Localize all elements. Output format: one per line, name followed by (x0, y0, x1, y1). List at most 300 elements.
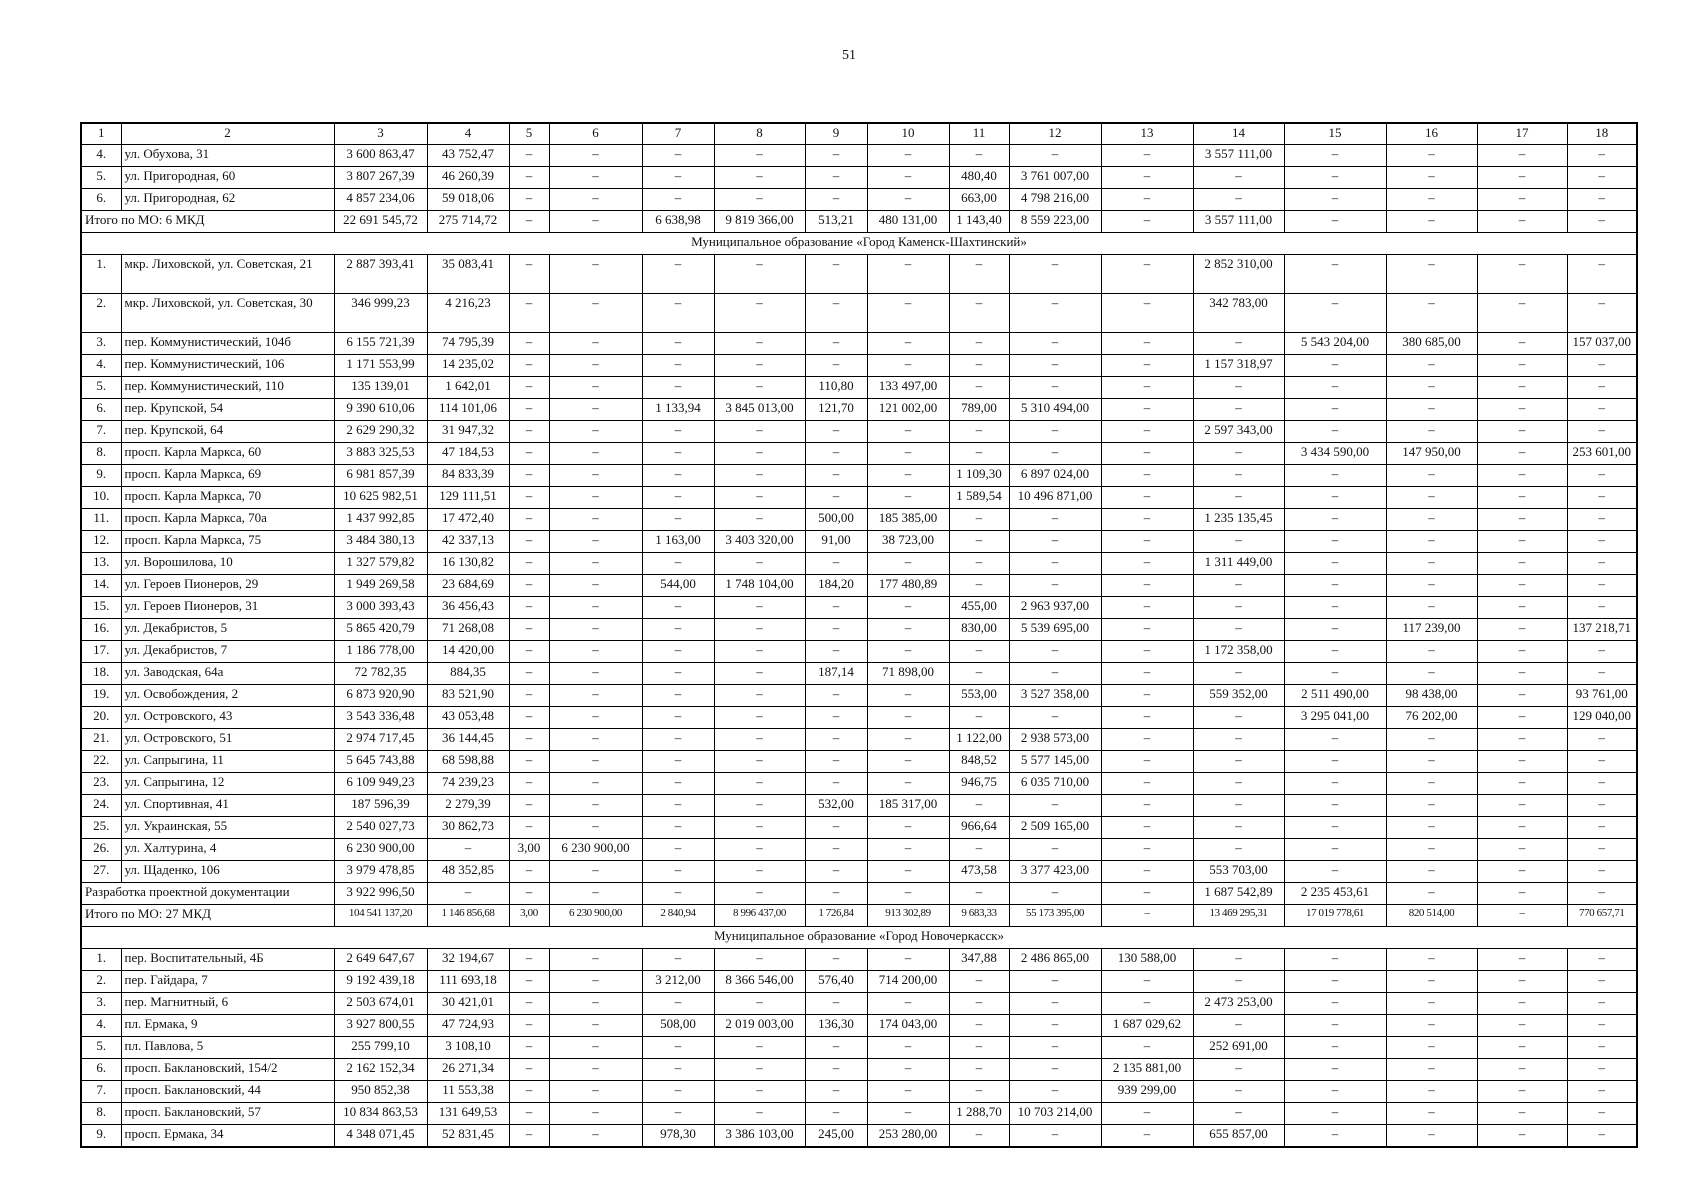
value-cell: 137 218,71 (1567, 619, 1637, 641)
value-cell: – (1477, 663, 1567, 685)
value-cell: – (1477, 377, 1567, 399)
value-cell: – (1101, 255, 1193, 294)
value-cell: – (642, 294, 714, 333)
value-cell: – (509, 971, 549, 993)
value-cell: – (1477, 773, 1567, 795)
value-cell: – (1101, 685, 1193, 707)
value-cell: – (867, 294, 949, 333)
value-cell: 121,70 (805, 399, 867, 421)
total-value-cell: 1 726,84 (805, 905, 867, 927)
value-cell: – (1477, 949, 1567, 971)
value-cell: – (1193, 1103, 1284, 1125)
value-cell: – (1009, 971, 1101, 993)
value-cell: 245,00 (805, 1125, 867, 1148)
value-cell: – (509, 861, 549, 883)
value-cell: 789,00 (949, 399, 1009, 421)
value-cell: – (642, 443, 714, 465)
value-cell: – (1284, 597, 1386, 619)
column-number-cell: 12 (1009, 123, 1101, 145)
table-row (81, 294, 1637, 333)
table-row (81, 597, 1637, 619)
value-cell: 6 981 857,39 (334, 465, 427, 487)
value-cell: 5 865 420,79 (334, 619, 427, 641)
value-cell: – (1477, 294, 1567, 333)
value-cell: – (642, 167, 714, 189)
value-cell: – (1567, 355, 1637, 377)
section-title: Муниципальное образование «Город Новочеркасск» (81, 927, 1637, 949)
table-row (81, 487, 1637, 509)
value-cell: – (1477, 189, 1567, 211)
value-cell: 2 597 343,00 (1193, 421, 1284, 443)
value-cell: – (949, 553, 1009, 575)
value-cell: – (509, 145, 549, 167)
value-cell: – (714, 167, 805, 189)
value-cell: – (1009, 993, 1101, 1015)
value-cell: – (1284, 773, 1386, 795)
row-address: ул. Освобождения, 2 (121, 685, 334, 707)
value-cell: – (867, 443, 949, 465)
value-cell: – (549, 1015, 642, 1037)
value-cell: – (714, 619, 805, 641)
value-cell: – (549, 531, 642, 553)
row-address: просп. Карла Маркса, 69 (121, 465, 334, 487)
value-cell: – (1567, 509, 1637, 531)
section-title: Муниципальное образование «Город Каменск-Шахтинский» (81, 233, 1637, 255)
value-cell: – (949, 509, 1009, 531)
value-cell: 3 377 423,00 (1009, 861, 1101, 883)
value-cell: – (1101, 619, 1193, 641)
value-cell: – (1386, 145, 1477, 167)
total-value-cell: – (549, 883, 642, 905)
value-cell: – (549, 1125, 642, 1148)
row-address: просп. Ермака, 34 (121, 1125, 334, 1148)
value-cell: – (1567, 487, 1637, 509)
value-cell: – (509, 487, 549, 509)
value-cell: – (867, 861, 949, 883)
value-cell: – (805, 1103, 867, 1125)
value-cell: – (867, 729, 949, 751)
value-cell: – (1386, 189, 1477, 211)
value-cell: – (867, 189, 949, 211)
value-cell: – (1009, 1037, 1101, 1059)
value-cell: – (714, 949, 805, 971)
table-row (81, 729, 1637, 751)
column-number-cell: 11 (949, 123, 1009, 145)
value-cell: – (1567, 729, 1637, 751)
value-cell: – (642, 421, 714, 443)
value-cell: – (949, 421, 1009, 443)
value-cell: 1 235 135,45 (1193, 509, 1284, 531)
value-cell: 3 108,10 (427, 1037, 509, 1059)
value-cell: – (1193, 795, 1284, 817)
value-cell: – (1101, 167, 1193, 189)
value-cell: 16 130,82 (427, 553, 509, 575)
value-cell: – (1101, 751, 1193, 773)
value-cell: – (1477, 575, 1567, 597)
value-cell: – (509, 1125, 549, 1148)
value-cell: – (949, 1037, 1009, 1059)
section-title-row (81, 927, 1637, 949)
value-cell: – (1284, 641, 1386, 663)
value-cell: 135 139,01 (334, 377, 427, 399)
total-value-cell: 2 840,94 (642, 905, 714, 927)
value-cell: 1 437 992,85 (334, 509, 427, 531)
value-cell: – (1101, 817, 1193, 839)
value-cell: – (949, 443, 1009, 465)
value-cell: – (949, 641, 1009, 663)
column-number-cell: 15 (1284, 123, 1386, 145)
value-cell: 23 684,69 (427, 575, 509, 597)
value-cell: 93 761,00 (1567, 685, 1637, 707)
value-cell: – (1567, 1015, 1637, 1037)
table-row (81, 971, 1637, 993)
row-number: 2. (81, 971, 121, 993)
value-cell: 4 857 234,06 (334, 189, 427, 211)
value-cell: 480,40 (949, 167, 1009, 189)
value-cell: – (714, 377, 805, 399)
value-cell: 1 157 318,97 (1193, 355, 1284, 377)
value-cell: – (867, 1081, 949, 1103)
value-cell: – (714, 795, 805, 817)
value-cell: 1 589,54 (949, 487, 1009, 509)
value-cell: – (1567, 993, 1637, 1015)
column-number-cell: 3 (334, 123, 427, 145)
table-row (81, 509, 1637, 531)
value-cell: – (1477, 993, 1567, 1015)
total-value-cell: – (1477, 883, 1567, 905)
value-cell: – (1009, 663, 1101, 685)
value-cell: – (805, 443, 867, 465)
value-cell: – (642, 1081, 714, 1103)
value-cell: – (805, 255, 867, 294)
value-cell: – (867, 839, 949, 861)
table-row (81, 993, 1637, 1015)
value-cell: 3,00 (509, 839, 549, 861)
row-number: 20. (81, 707, 121, 729)
value-cell: – (1193, 465, 1284, 487)
value-cell: 3 484 380,13 (334, 531, 427, 553)
value-cell: – (714, 333, 805, 355)
value-cell: 939 299,00 (1101, 1081, 1193, 1103)
value-cell: – (949, 795, 1009, 817)
value-cell: – (867, 993, 949, 1015)
value-cell: – (867, 1059, 949, 1081)
value-cell: – (509, 1103, 549, 1125)
row-address: ул. Обухова, 31 (121, 145, 334, 167)
value-cell: – (867, 751, 949, 773)
value-cell: – (1477, 333, 1567, 355)
value-cell: 174 043,00 (867, 1015, 949, 1037)
value-cell: – (867, 421, 949, 443)
value-cell: 3 527 358,00 (1009, 685, 1101, 707)
value-cell: – (1386, 641, 1477, 663)
value-cell: – (509, 685, 549, 707)
value-cell: – (1567, 971, 1637, 993)
value-cell: – (1101, 487, 1193, 509)
table-row (81, 255, 1637, 294)
value-cell: – (1567, 255, 1637, 294)
total-value-cell: 820 514,00 (1386, 905, 1477, 927)
value-cell: – (949, 294, 1009, 333)
row-number: 2. (81, 294, 121, 333)
row-address: ул. Островского, 51 (121, 729, 334, 751)
total-value-cell: – (509, 883, 549, 905)
value-cell: – (714, 685, 805, 707)
value-cell: – (1009, 255, 1101, 294)
value-cell: – (642, 597, 714, 619)
value-cell: 11 553,38 (427, 1081, 509, 1103)
column-number-cell: 6 (549, 123, 642, 145)
total-value-cell: – (1567, 883, 1637, 905)
row-number: 3. (81, 333, 121, 355)
value-cell: 346 999,23 (334, 294, 427, 333)
value-cell: 147 950,00 (1386, 443, 1477, 465)
value-cell: – (714, 509, 805, 531)
value-cell: – (805, 333, 867, 355)
row-address: пер. Крупской, 54 (121, 399, 334, 421)
row-number: 21. (81, 729, 121, 751)
value-cell: 966,64 (949, 817, 1009, 839)
value-cell: – (1101, 839, 1193, 861)
value-cell: – (549, 971, 642, 993)
total-value-cell: – (1284, 211, 1386, 233)
value-cell: 2 649 647,67 (334, 949, 427, 971)
value-cell: – (1386, 377, 1477, 399)
value-cell: – (1193, 619, 1284, 641)
value-cell: – (509, 294, 549, 333)
value-cell: – (805, 993, 867, 1015)
value-cell: – (949, 707, 1009, 729)
value-cell: – (509, 773, 549, 795)
value-cell: – (1101, 861, 1193, 883)
value-cell: 14 420,00 (427, 641, 509, 663)
row-number: 8. (81, 443, 121, 465)
value-cell: – (714, 597, 805, 619)
value-cell: – (642, 861, 714, 883)
value-cell: – (805, 1059, 867, 1081)
value-cell: – (549, 355, 642, 377)
value-cell: – (1101, 531, 1193, 553)
value-cell: – (549, 421, 642, 443)
value-cell: – (509, 1037, 549, 1059)
value-cell: – (509, 509, 549, 531)
value-cell: – (1009, 355, 1101, 377)
value-cell: 42 337,13 (427, 531, 509, 553)
value-cell: – (1284, 531, 1386, 553)
value-cell: – (1567, 399, 1637, 421)
row-address: ул. Героев Пионеров, 29 (121, 575, 334, 597)
value-cell: 10 703 214,00 (1009, 1103, 1101, 1125)
value-cell: – (867, 355, 949, 377)
row-number: 4. (81, 145, 121, 167)
value-cell: 31 947,32 (427, 421, 509, 443)
value-cell: – (949, 993, 1009, 1015)
value-cell: – (714, 189, 805, 211)
value-cell: – (549, 685, 642, 707)
value-cell: 5 645 743,88 (334, 751, 427, 773)
value-cell: – (1193, 751, 1284, 773)
value-cell: 3 434 590,00 (1284, 443, 1386, 465)
value-cell: – (549, 1037, 642, 1059)
value-cell: – (805, 465, 867, 487)
value-cell: – (949, 575, 1009, 597)
value-cell: – (949, 1125, 1009, 1148)
total-value-cell: – (1386, 211, 1477, 233)
page-number: 51 (842, 48, 856, 63)
value-cell: – (1386, 597, 1477, 619)
row-number: 24. (81, 795, 121, 817)
value-cell: – (867, 553, 949, 575)
value-cell: – (549, 399, 642, 421)
row-number: 27. (81, 861, 121, 883)
value-cell: – (1284, 751, 1386, 773)
row-address: просп. Баклановский, 44 (121, 1081, 334, 1103)
value-cell: 1 748 104,00 (714, 575, 805, 597)
value-cell: 5 543 204,00 (1284, 333, 1386, 355)
table-row (81, 751, 1637, 773)
total-row (81, 211, 1637, 233)
value-cell: – (1009, 575, 1101, 597)
value-cell: 177 480,89 (867, 575, 949, 597)
value-cell: – (1386, 861, 1477, 883)
value-cell: – (1477, 795, 1567, 817)
value-cell: – (642, 1103, 714, 1125)
value-cell: – (509, 531, 549, 553)
value-cell: – (867, 685, 949, 707)
value-cell: – (1477, 1037, 1567, 1059)
value-cell: – (509, 377, 549, 399)
row-number: 7. (81, 421, 121, 443)
value-cell: – (1477, 641, 1567, 663)
column-number-cell: 10 (867, 123, 949, 145)
value-cell: – (805, 861, 867, 883)
value-cell: 47 184,53 (427, 443, 509, 465)
row-number: 8. (81, 1103, 121, 1125)
row-number: 6. (81, 1059, 121, 1081)
row-address: просп. Баклановский, 57 (121, 1103, 334, 1125)
value-cell: 1 288,70 (949, 1103, 1009, 1125)
value-cell: – (1101, 729, 1193, 751)
value-cell: – (1284, 619, 1386, 641)
row-number: 4. (81, 1015, 121, 1037)
value-cell: – (1009, 509, 1101, 531)
value-cell: 6 873 920,90 (334, 685, 427, 707)
value-cell: – (867, 1103, 949, 1125)
value-cell: 2 135 881,00 (1101, 1059, 1193, 1081)
value-cell: – (642, 685, 714, 707)
value-cell: – (867, 619, 949, 641)
value-cell: – (549, 949, 642, 971)
value-cell: 2 887 393,41 (334, 255, 427, 294)
row-number: 9. (81, 465, 121, 487)
total-value-cell: – (867, 883, 949, 905)
value-cell: – (1386, 817, 1477, 839)
value-cell: – (1284, 993, 1386, 1015)
column-number-cell: 17 (1477, 123, 1567, 145)
value-cell: – (549, 1059, 642, 1081)
column-number-cell: 14 (1193, 123, 1284, 145)
value-cell: – (1009, 443, 1101, 465)
value-cell: – (714, 861, 805, 883)
value-cell: – (1567, 377, 1637, 399)
value-cell: 1 163,00 (642, 531, 714, 553)
row-address: пер. Воспитательный, 4Б (121, 949, 334, 971)
total-value-cell: 1 687 542,89 (1193, 883, 1284, 905)
value-cell: 3 295 041,00 (1284, 707, 1386, 729)
table-row (81, 1125, 1637, 1148)
value-cell: 4 798 216,00 (1009, 189, 1101, 211)
value-cell: – (642, 509, 714, 531)
value-cell: – (949, 1081, 1009, 1103)
table-row (81, 641, 1637, 663)
value-cell: – (1193, 1015, 1284, 1037)
value-cell: – (1284, 839, 1386, 861)
value-cell: – (1193, 377, 1284, 399)
value-cell: 2 486 865,00 (1009, 949, 1101, 971)
value-cell: – (509, 949, 549, 971)
row-number: 14. (81, 575, 121, 597)
value-cell: – (714, 641, 805, 663)
value-cell: 71 268,08 (427, 619, 509, 641)
row-number: 7. (81, 1081, 121, 1103)
value-cell: 8 366 546,00 (714, 971, 805, 993)
value-cell: 3 557 111,00 (1193, 145, 1284, 167)
value-cell: – (509, 597, 549, 619)
value-cell: – (1193, 729, 1284, 751)
value-cell: – (1101, 575, 1193, 597)
value-cell: – (549, 773, 642, 795)
value-cell: – (1386, 949, 1477, 971)
value-cell: – (1477, 509, 1567, 531)
value-cell: – (1567, 773, 1637, 795)
value-cell: – (509, 399, 549, 421)
value-cell: 500,00 (805, 509, 867, 531)
value-cell: – (1567, 189, 1637, 211)
value-cell: 9 390 610,06 (334, 399, 427, 421)
value-cell: – (867, 487, 949, 509)
value-cell: – (642, 641, 714, 663)
value-cell: – (549, 795, 642, 817)
value-cell: 130 588,00 (1101, 949, 1193, 971)
row-number: 1. (81, 255, 121, 294)
value-cell: 2 162 152,34 (334, 1059, 427, 1081)
row-address: пер. Гайдара, 7 (121, 971, 334, 993)
value-cell: – (642, 619, 714, 641)
value-cell: 131 649,53 (427, 1103, 509, 1125)
row-number: 17. (81, 641, 121, 663)
row-address: просп. Карла Маркса, 75 (121, 531, 334, 553)
table-row (81, 949, 1637, 971)
value-cell: – (1101, 993, 1193, 1015)
column-number-cell: 5 (509, 123, 549, 145)
table-row (81, 421, 1637, 443)
value-cell: 3 212,00 (642, 971, 714, 993)
value-cell: – (1477, 751, 1567, 773)
value-cell: – (1101, 509, 1193, 531)
value-cell: 35 083,41 (427, 255, 509, 294)
value-cell: – (1477, 729, 1567, 751)
value-cell: – (1386, 1103, 1477, 1125)
table-row (81, 707, 1637, 729)
value-cell: 185 317,00 (867, 795, 949, 817)
value-cell: 133 497,00 (867, 377, 949, 399)
value-cell: 714 200,00 (867, 971, 949, 993)
value-cell: – (642, 465, 714, 487)
value-cell: – (1567, 1037, 1637, 1059)
total-value-cell: 6 230 900,00 (549, 905, 642, 927)
value-cell: 830,00 (949, 619, 1009, 641)
value-cell: 36 456,43 (427, 597, 509, 619)
